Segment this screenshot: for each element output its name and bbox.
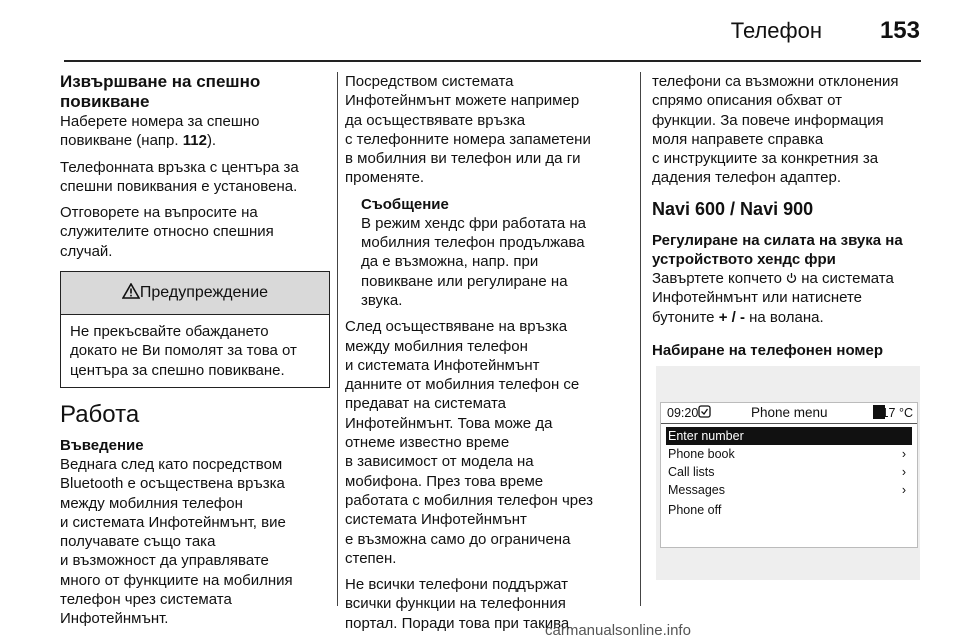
note-title: Съобщение — [361, 195, 449, 213]
paragraph: Телефонната връзка с центъра за спешни повиквания е установена. — [60, 158, 299, 195]
emergency-call-heading: Извършване на спешно повикване — [60, 72, 261, 111]
column-1 — [60, 72, 330, 636]
warning-header: Предупреждение — [61, 272, 329, 315]
paragraph: Веднага след като посредством Bluetooth е осъществена връзка между мобилния телефон и системата Инфотейнмънт, вие получавате също така и възможност да управлявате много от функциите на мобилния телефон чрез системата Инфотейнмънт. — [60, 455, 293, 628]
warning-box — [60, 271, 330, 388]
chevron-right-icon: › — [901, 483, 906, 497]
paragraph: Отговорете на въпросите на служителите относно спешния случай. — [60, 204, 274, 260]
note-block: Съобщение В режим хендс фри работата на мобилния телефон продължава да е възможна, напр. при повикване или регулиране на звука. — [361, 195, 627, 310]
volume-keys: + / - — [718, 308, 745, 326]
navi-heading: Navi 600 / Navi 900 — [652, 198, 814, 219]
column-divider — [640, 72, 641, 606]
subheading: Въведение — [60, 436, 144, 454]
menu-item-messages[interactable]: Messages › — [668, 483, 906, 497]
chevron-right-icon: › — [901, 447, 906, 461]
paragraph: Посредством системата Инфотейнмънт можете например да осъществявате връзка с телефонните номера запаметени в мобилния ви телефон или да ги променяте. — [345, 73, 591, 187]
paragraph: Не всички телефони поддържат всички функции на телефонния портал. Поради това при такива — [345, 576, 570, 632]
paragraph: След осъществяване на връзка между мобилния телефон и системата Инфотейнмънт данните от мобилния телефон се предават на системата Инфотейнмънт. Това може да отнеме известно време в зависимост от модела на мобифона. През това време работата с мобилния телефон чрез системата Инфотейнмънт е възможна само до ограничена степен. — [345, 318, 594, 567]
temperature: 17 °C — [881, 406, 913, 420]
emergency-number: 112 — [182, 132, 207, 150]
power-knob-icon — [786, 272, 797, 284]
paragraph: телефони са възможни отклонения спрямо описания обхват от функции. За повече информация моля направете справка с инструкциите за конкретния за дадения телефон адаптер. — [652, 73, 899, 187]
warning-triangle-icon — [122, 283, 140, 299]
watermark: carmanualsonline.info — [545, 622, 691, 639]
menu-item-enter-number[interactable]: Enter number — [666, 427, 912, 445]
menu-item-phone-book[interactable]: Phone book › — [668, 447, 906, 461]
clock-time: 09:20 — [667, 406, 699, 420]
phone-menu-screen — [660, 402, 918, 548]
paragraph: Завъртете копчето на системата Инфотейнмънт или натиснете бутоните + / - на волана. — [652, 270, 894, 326]
phone-status-icon — [698, 405, 711, 418]
page-number: 153 — [879, 17, 920, 44]
column-2 — [345, 72, 627, 640]
paragraph: Наберете номера за спешно повикване (напр. 112). — [60, 113, 260, 150]
column-divider — [337, 72, 338, 606]
menu-item-phone-off[interactable]: Phone off — [668, 503, 722, 517]
chevron-right-icon: › — [901, 465, 906, 479]
dial-number-subheading: Набиране на телефонен номер — [652, 341, 884, 359]
menu-item-call-lists[interactable]: Call lists › — [668, 465, 906, 479]
warning-text: Не прекъсвайте обаждането докато не Ви помолят за това от центъра за спешно повикване. — [70, 323, 297, 379]
volume-subheading: Регулиране на силата на звука на устройството хендс фри — [652, 232, 903, 269]
screen-title: Phone menu — [751, 405, 828, 420]
header-rule — [64, 60, 921, 62]
status-bar — [661, 403, 917, 424]
running-header-title: Телефон — [730, 18, 822, 43]
section-heading: Работа — [60, 400, 140, 428]
column-3 — [652, 72, 927, 360]
